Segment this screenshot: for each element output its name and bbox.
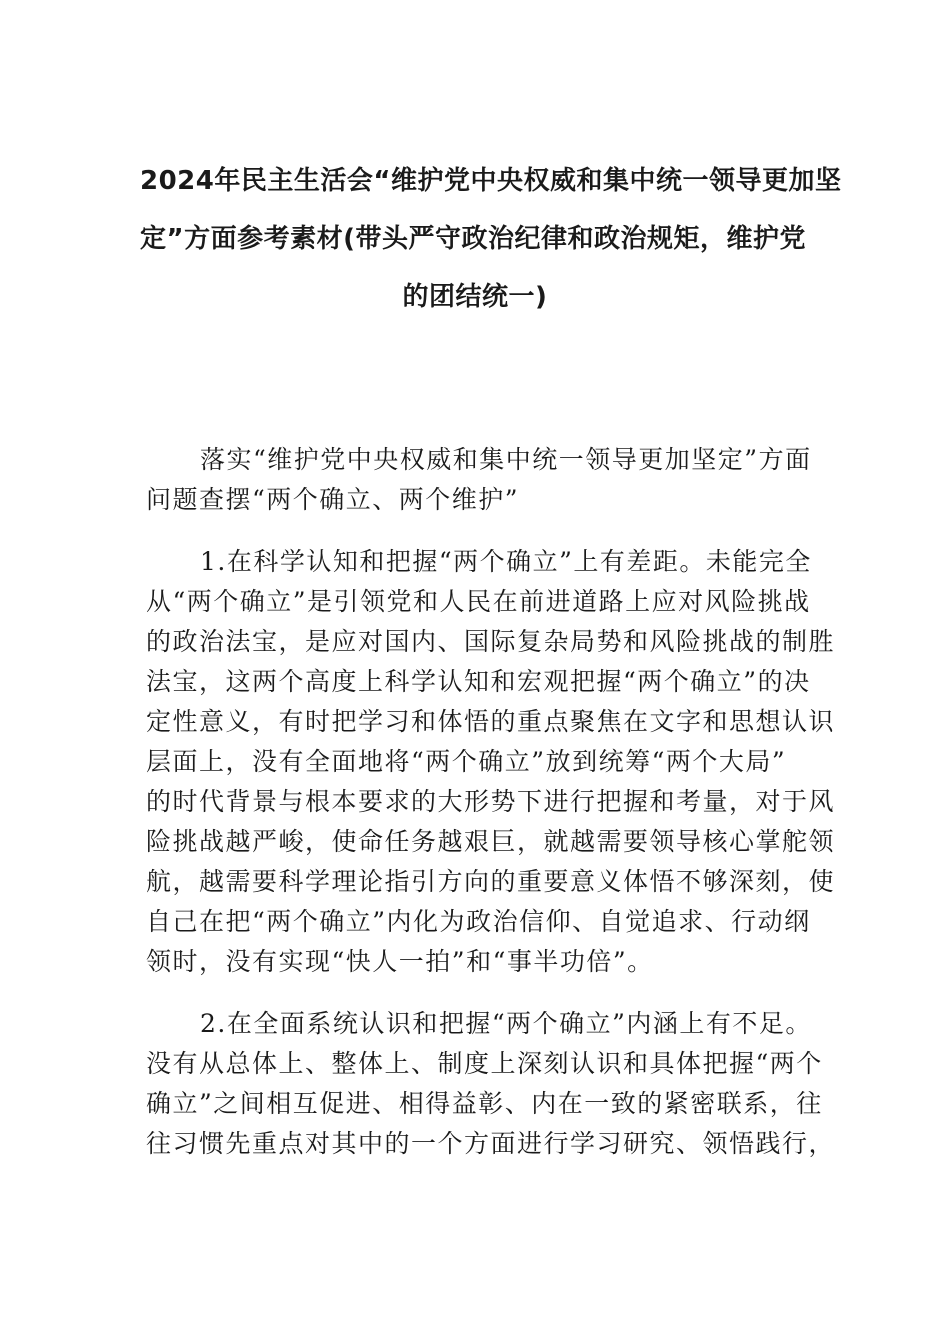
paragraph-item-1 — [146, 542, 836, 982]
paragraph-line: 定性意义，有时把学习和体悟的重点聚焦在文字和思想认识 — [146, 707, 836, 736]
paragraph-line: 2.在全面系统认识和把握“两个确立”内涵上有不足。 — [200, 1009, 812, 1038]
document-body — [146, 440, 836, 1186]
paragraph-line: 航，越需要科学理论指引方向的重要意义体悟不够深刻，使 — [146, 867, 836, 896]
paragraph-intro — [146, 440, 812, 520]
title-line: 定”方面参考素材(带头严守政治纪律和政治规矩，维护党 — [140, 224, 806, 254]
title-line: 2024年民主生活会“维护党中央权威和集中统一领导更加坚 — [140, 166, 842, 196]
paragraph-line: 自己在把“两个确立”内化为政治信仰、自觉追求、行动纲 — [146, 907, 811, 936]
document-title — [140, 152, 842, 326]
paragraph-line: 问题查摆“两个确立、两个维护” — [146, 485, 520, 514]
paragraph-item-2 — [146, 1004, 836, 1164]
title-line: 的团结统一) — [402, 282, 548, 312]
paragraph-line: 领时，没有实现“快人一拍”和“事半功倍”。 — [146, 947, 654, 976]
paragraph-line: 往习惯先重点对其中的一个方面进行学习研究、领悟践行， — [146, 1129, 836, 1158]
paragraph-line: 落实“维护党中央权威和集中统一领导更加坚定”方面 — [200, 445, 812, 474]
paragraph-line: 没有从总体上、整体上、制度上深刻认识和具体把握“两个 — [146, 1049, 823, 1078]
paragraph-line: 的时代背景与根本要求的大形势下进行把握和考量，对于风 — [146, 787, 836, 816]
paragraph-line: 法宝，这两个高度上科学认知和宏观把握“两个确立”的决 — [146, 667, 811, 696]
paragraph-line: 确立”之间相互促进、相得益彰、内在一致的紧密联系，往 — [146, 1089, 823, 1118]
paragraph-line: 从“两个确立”是引领党和人民在前进道路上应对风险挑战 — [146, 587, 811, 616]
paragraph-line: 1.在科学认知和把握“两个确立”上有差距。未能完全 — [200, 547, 812, 576]
paragraph-line: 险挑战越严峻，使命任务越艰巨，就越需要领导核心掌舵领 — [146, 827, 836, 856]
paragraph-line: 的政治法宝，是应对国内、国际复杂局势和风险挑战的制胜 — [146, 627, 836, 656]
paragraph-line: 层面上，没有全面地将“两个确立”放到统筹“两个大局” — [146, 747, 787, 776]
